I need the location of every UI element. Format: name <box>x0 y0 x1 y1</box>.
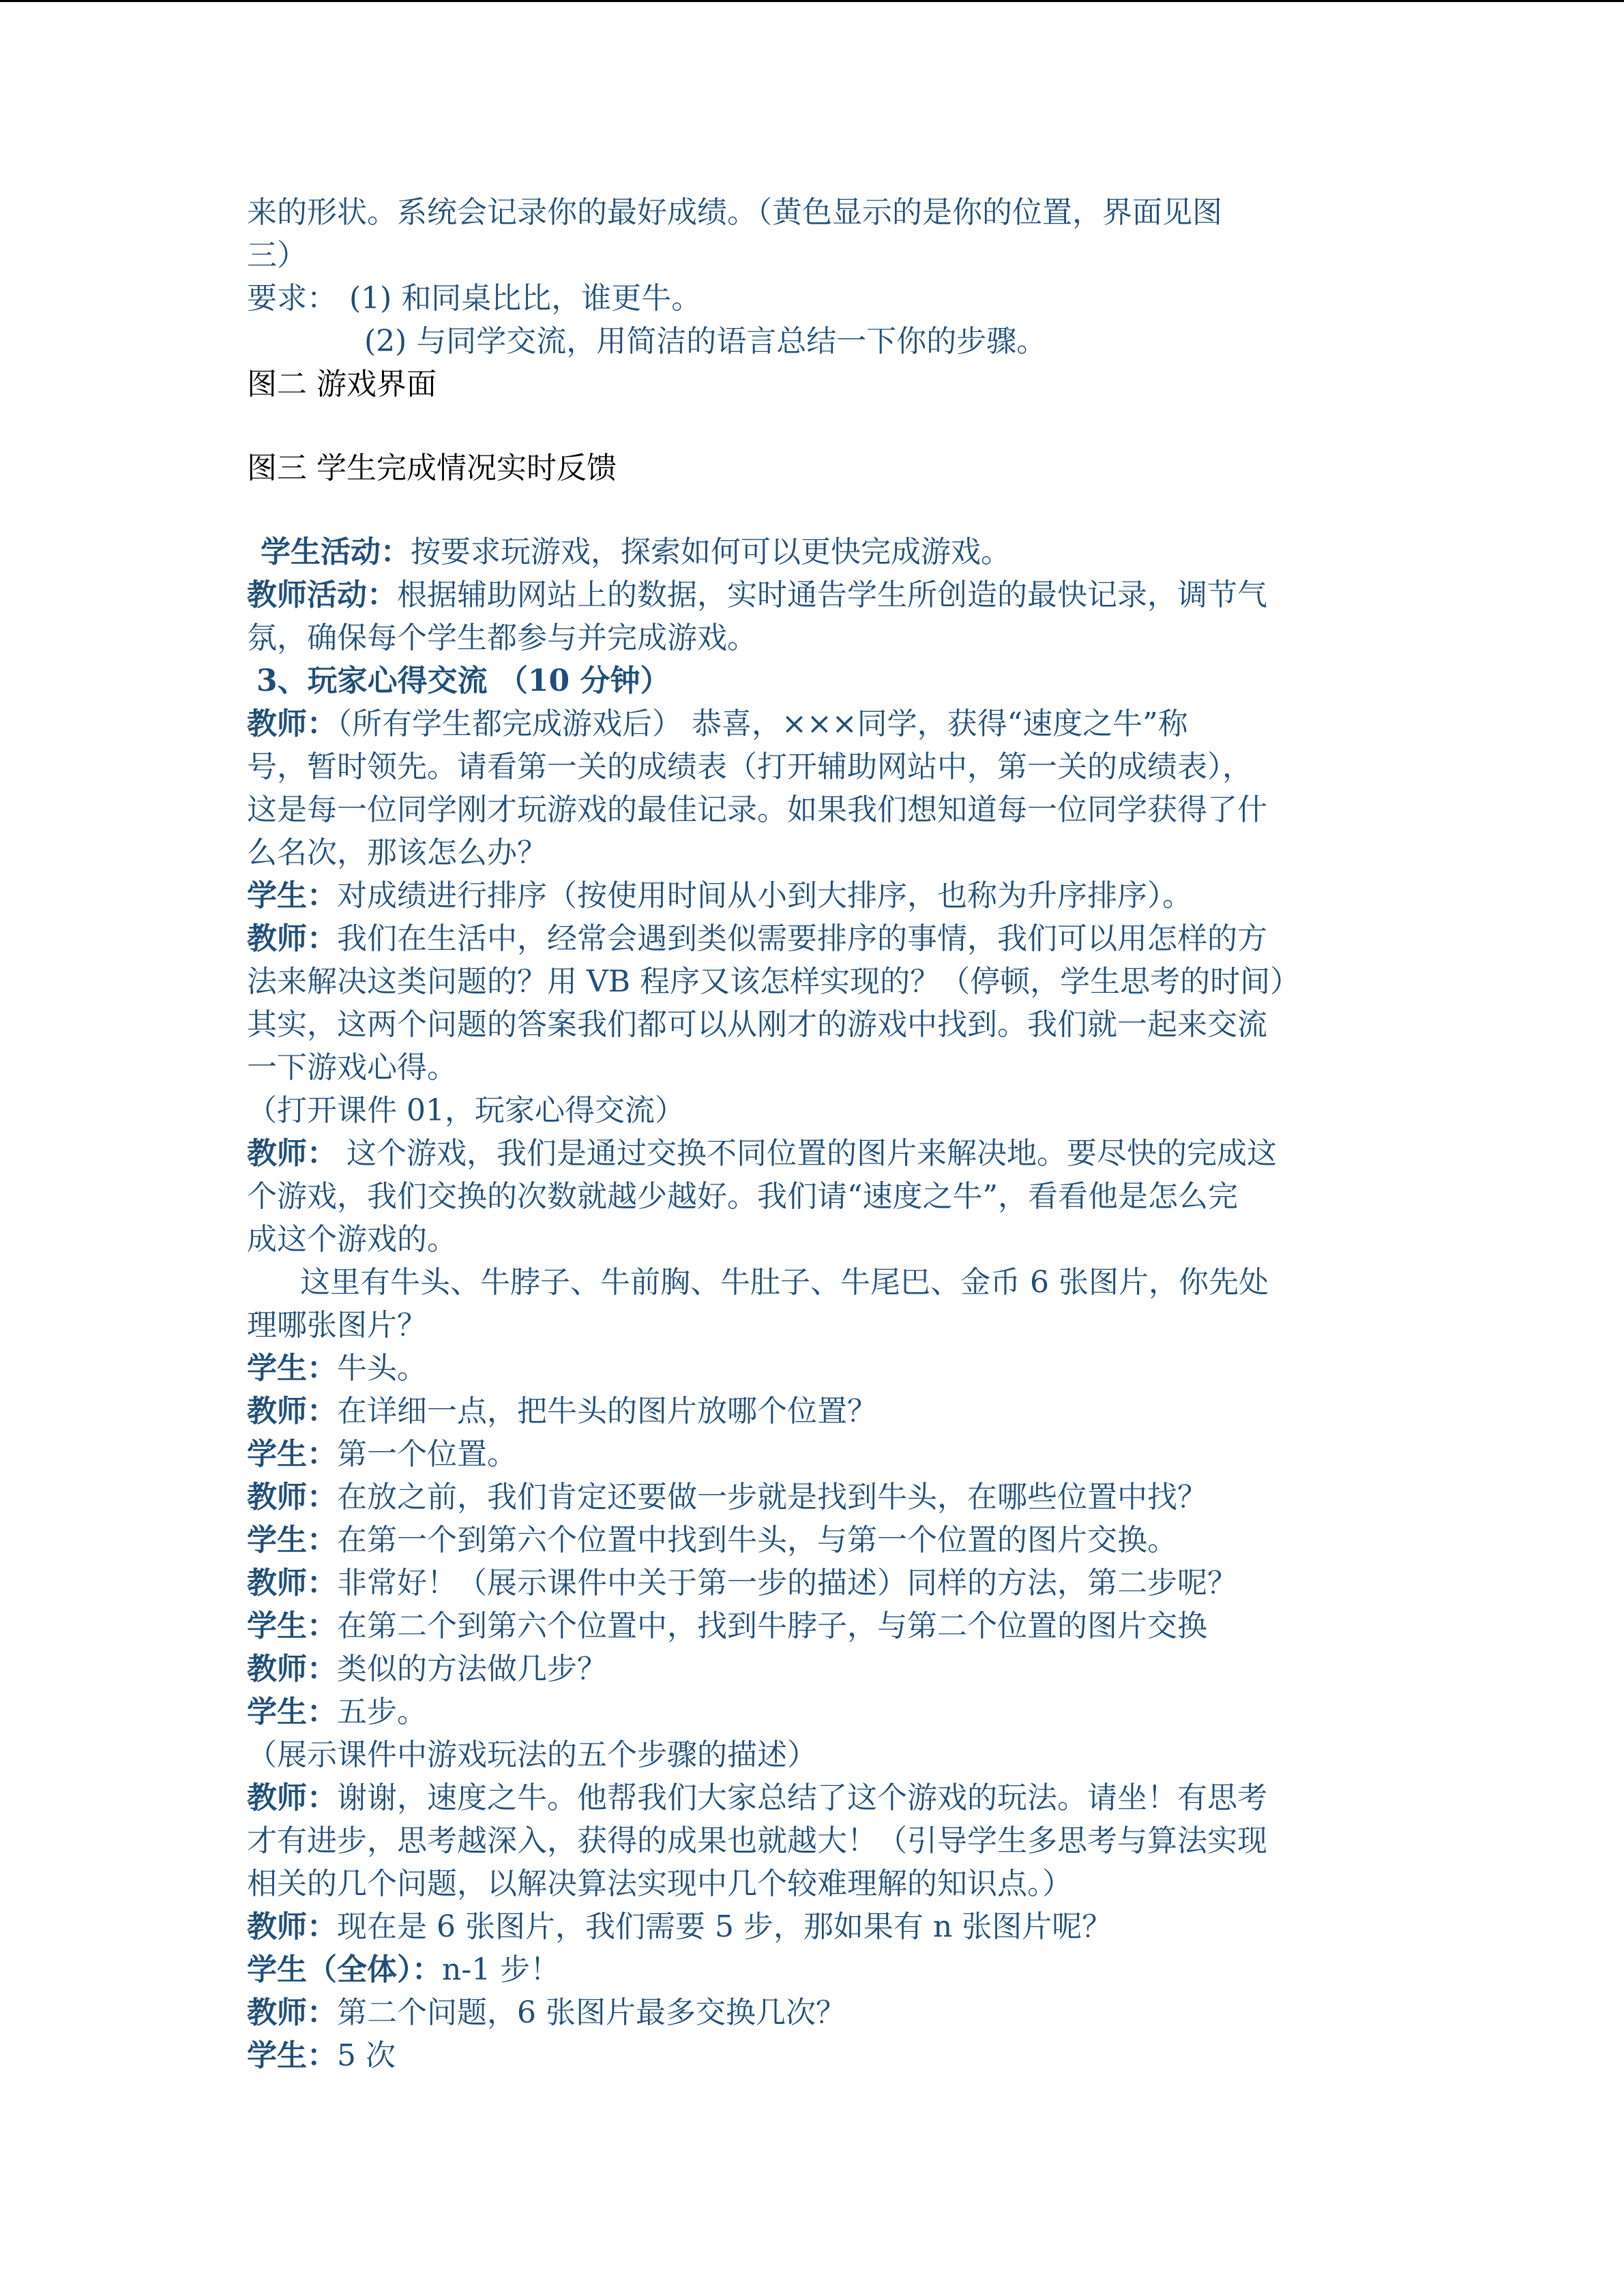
speaker-label: 学生： <box>247 1351 337 1386</box>
paragraph-line: 来的形状。系统会记录你的最好成绩。（黄色显示的是你的位置，界面见图 <box>247 195 1222 230</box>
speaker-label: 学生： <box>247 1437 337 1472</box>
speaker-label: 教师： <box>247 1136 337 1171</box>
student-line <box>247 1519 1379 1562</box>
dialogue-text: （所有学生都完成游戏后） 恭喜，×××同学，获得“速度之牛”称 <box>337 706 1188 741</box>
dialogue-text: 在第一个到第六个位置中找到牛头，与第一个位置的图片交换。 <box>337 1523 1177 1557</box>
paragraph-line: 氛，确保每个学生都参与并完成游戏。 <box>247 621 757 655</box>
dialogue-text: 按要求玩游戏，探索如何可以更快完成游戏。 <box>411 535 1011 569</box>
teacher-line <box>247 917 1379 960</box>
speaker-label: 学生： <box>247 2038 337 2073</box>
speaker-label: 教师： <box>247 1652 337 1686</box>
figure-caption-3: 图三 学生完成情况实时反馈 <box>247 451 617 486</box>
dialogue-text: 现在是 6 张图片，我们需要 5 步，那如果有 n 张图片呢？ <box>337 1909 1112 1944</box>
speaker-label: 学生（全体）： <box>247 1952 442 1987</box>
paragraph-line: 成这个游戏的。 <box>247 1222 457 1257</box>
teacher-line <box>247 1132 1379 1175</box>
dialogue-text: 根据辅助网站上的数据，实时通告学生所创造的最快记录，调节气 <box>397 578 1267 612</box>
figure-caption-2: 图二 游戏界面 <box>247 367 437 402</box>
dialogue-text: 类似的方法做几步？ <box>337 1652 607 1686</box>
paragraph-line: 这是每一位同学刚才玩游戏的最佳记录。如果我们想知道每一位同学获得了什 <box>247 792 1267 827</box>
document-page <box>247 191 1379 2077</box>
dialogue-text: 这个游戏，我们是通过交换不同位置的图片来解决地。要尽快的完成这 <box>337 1136 1277 1171</box>
page-top-border <box>0 0 1624 2</box>
dialogue-text: 谢谢，速度之牛。他帮我们大家总结了这个游戏的玩法。请坐！有思考 <box>337 1780 1267 1815</box>
speaker-label: 教师： <box>247 1995 337 2030</box>
student-line <box>247 1690 1379 1733</box>
dialogue-text: 非常好！（展示课件中关于第一步的描述）同样的方法，第二步呢？ <box>337 1566 1237 1600</box>
dialogue-text: 在放之前，我们肯定还要做一步就是找到牛头，在哪些位置中找？ <box>337 1480 1207 1515</box>
section-heading: 3、玩家心得交流 （10 分钟） <box>256 664 670 698</box>
speaker-label: 教师： <box>247 706 337 741</box>
paragraph-line: 个游戏，我们交换的次数就越少越好。我们请“速度之牛”，看看他是怎么完 <box>247 1179 1238 1214</box>
speaker-label: 学生： <box>247 1523 337 1557</box>
paragraph-line: 理哪张图片？ <box>247 1308 427 1343</box>
dialogue-text: 五步。 <box>337 1695 427 1729</box>
speaker-label: 教师： <box>247 1566 337 1600</box>
dialogue-text: 在详细一点，把牛头的图片放哪个位置？ <box>337 1394 877 1429</box>
requirement-label: 要求： <box>247 281 337 316</box>
student-line <box>247 1948 1379 1991</box>
speaker-label: 教师： <box>247 1780 337 1815</box>
speaker-label: 学生： <box>247 1609 337 1643</box>
dialogue-text: 牛头。 <box>337 1351 427 1386</box>
teacher-line <box>247 1776 1379 1819</box>
speaker-label: 教师： <box>247 1480 337 1515</box>
teacher-line <box>247 702 1379 745</box>
paragraph-line: 相关的几个问题，以解决算法实现中几个较难理解的知识点。） <box>247 1866 1072 1901</box>
paragraph-line: 法来解决这类问题的？用 VB 程序又该怎样实现的？（停顿，学生思考的时间） <box>247 964 1301 999</box>
teacher-line <box>247 1905 1379 1948</box>
teacher-line <box>247 1648 1379 1690</box>
speaker-label: 教师： <box>247 921 337 956</box>
teacher-line <box>247 1562 1379 1605</box>
dialogue-text: 5 次 <box>337 2038 396 2073</box>
courseware-note: （打开课件 01，玩家心得交流） <box>247 1093 685 1128</box>
requirement-2: (2) 与同学交流，用简洁的语言总结一下你的步骤。 <box>364 324 1047 359</box>
paragraph-line: 才有进步，思考越深入，获得的成果也就越大！（引导学生多思考与算法实现 <box>247 1823 1267 1858</box>
dialogue-text: 我们在生活中，经常会遇到类似需要排序的事情，我们可以用怎样的方 <box>337 921 1267 956</box>
dialogue-text: 对成绩进行排序（按使用时间从小到大排序，也称为升序排序）。 <box>337 878 1192 913</box>
student-line <box>247 874 1379 917</box>
dialogue-text: 第一个位置。 <box>337 1437 517 1472</box>
teacher-line <box>247 1991 1379 2034</box>
dialogue-text: 在第二个到第六个位置中，找到牛脖子，与第二个位置的图片交换 <box>337 1609 1207 1643</box>
speaker-label: 学生活动： <box>261 535 411 569</box>
dialogue-text: n-1 步！ <box>442 1952 561 1987</box>
student-line <box>247 1347 1379 1390</box>
student-activity <box>247 531 1379 573</box>
teacher-activity <box>247 573 1379 616</box>
speaker-label: 教师活动： <box>247 578 397 612</box>
teacher-line <box>247 1390 1379 1433</box>
paragraph-line: 三） <box>247 238 307 273</box>
requirement-1 <box>247 277 1379 320</box>
paragraph-line: 么名次，那该怎么办？ <box>247 835 547 870</box>
teacher-line <box>247 1476 1379 1519</box>
dialogue-text: 第二个问题，6 张图片最多交换几次？ <box>337 1995 846 2030</box>
speaker-label: 教师： <box>247 1394 337 1429</box>
speaker-label: 教师： <box>247 1909 337 1944</box>
paragraph-line: 一下游戏心得。 <box>247 1050 457 1085</box>
student-line <box>247 1433 1379 1476</box>
courseware-note: （展示课件中游戏玩法的五个步骤的描述） <box>247 1738 817 1772</box>
speaker-label: 学生： <box>247 1695 337 1729</box>
speaker-label: 学生： <box>247 878 337 913</box>
requirement-text: (1) 和同桌比比，谁更牛。 <box>349 281 702 316</box>
student-line <box>247 1605 1379 1648</box>
student-line <box>247 2034 1379 2077</box>
paragraph-line: 这里有牛头、牛脖子、牛前胸、牛肚子、牛尾巴、金币 6 张图片，你先处 <box>300 1265 1269 1300</box>
paragraph-line: 号，暂时领先。请看第一关的成绩表（打开辅助网站中，第一关的成绩表）， <box>247 749 1252 784</box>
paragraph-line: 其实，这两个问题的答案我们都可以从刚才的游戏中找到。我们就一起来交流 <box>247 1007 1267 1042</box>
